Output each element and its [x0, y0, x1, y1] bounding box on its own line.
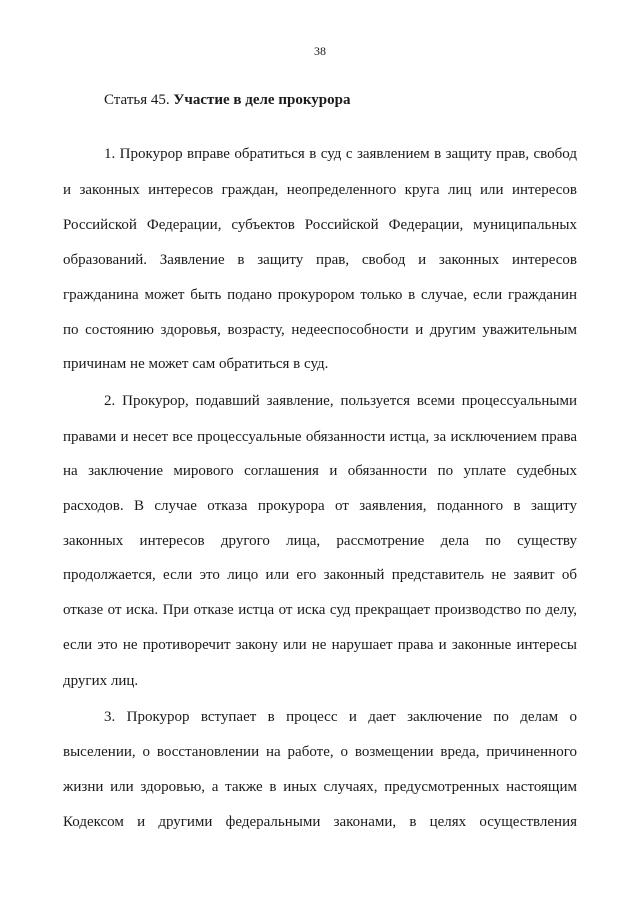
paragraph-2-line-2: правами и несет все процессуальные обязанности истца, за исключением права — [63, 429, 577, 445]
paragraph-2-line-4: расходов. В случае отказа прокурора от заявления, поданного в защиту — [63, 498, 577, 514]
paragraph-1-line-4: образований. Заявление в защиту прав, свобод и законных интересов — [63, 252, 577, 268]
paragraph-2-line-1: 2. Прокурор, подавший заявление, пользуется всеми процессуальными — [104, 393, 577, 409]
paragraph-1-line-6: по состоянию здоровья, возрасту, недееспособности и другим уважительным — [63, 322, 577, 338]
page-number: 38 — [314, 44, 326, 58]
article-heading — [104, 92, 350, 109]
paragraph-1-line-5: гражданина может быть подано прокурором только в случае, если гражданин — [63, 287, 577, 303]
article-label: Статья 45. — [104, 92, 170, 108]
paragraph-2-line-7: отказе от иска. При отказе истца от иска суд прекращает производство по делу, — [63, 602, 577, 618]
paragraph-2-line-8: если это не противоречит закону или не нарушает права и законные интересы — [63, 637, 577, 653]
paragraph-2-line-9: других лиц. — [63, 673, 139, 689]
article-title: Участие в деле прокурора — [173, 92, 351, 108]
paragraph-3-line-4: Кодексом и другими федеральными законами, в целях осуществления — [63, 814, 577, 830]
paragraph-2-line-5: законных интересов другого лица, рассмотрение дела по существу — [63, 533, 577, 549]
paragraph-3-line-3: жизни или здоровью, а также в иных случаях, предусмотренных настоящим — [63, 779, 577, 795]
paragraph-1-line-2: и законных интересов граждан, неопределенного круга лиц или интересов — [63, 182, 577, 198]
paragraph-3-line-2: выселении, о восстановлении на работе, о возмещении вреда, причиненного — [63, 744, 577, 760]
paragraph-3-line-1: 3. Прокурор вступает в процесс и дает заключение по делам о — [104, 709, 577, 725]
paragraph-1-line-7: причинам не может сам обратиться в суд. — [63, 356, 329, 372]
paragraph-1-line-3: Российской Федерации, субъектов Российской Федерации, муниципальных — [63, 217, 577, 233]
paragraph-2-line-6: продолжается, если это лицо или его законный представитель не заявит об — [63, 567, 577, 583]
paragraph-2-line-3: на заключение мирового соглашения и обязанности по уплате судебных — [63, 463, 577, 479]
paragraph-1-line-1: 1. Прокурор вправе обратиться в суд с заявлением в защиту прав, свобод — [104, 146, 577, 162]
